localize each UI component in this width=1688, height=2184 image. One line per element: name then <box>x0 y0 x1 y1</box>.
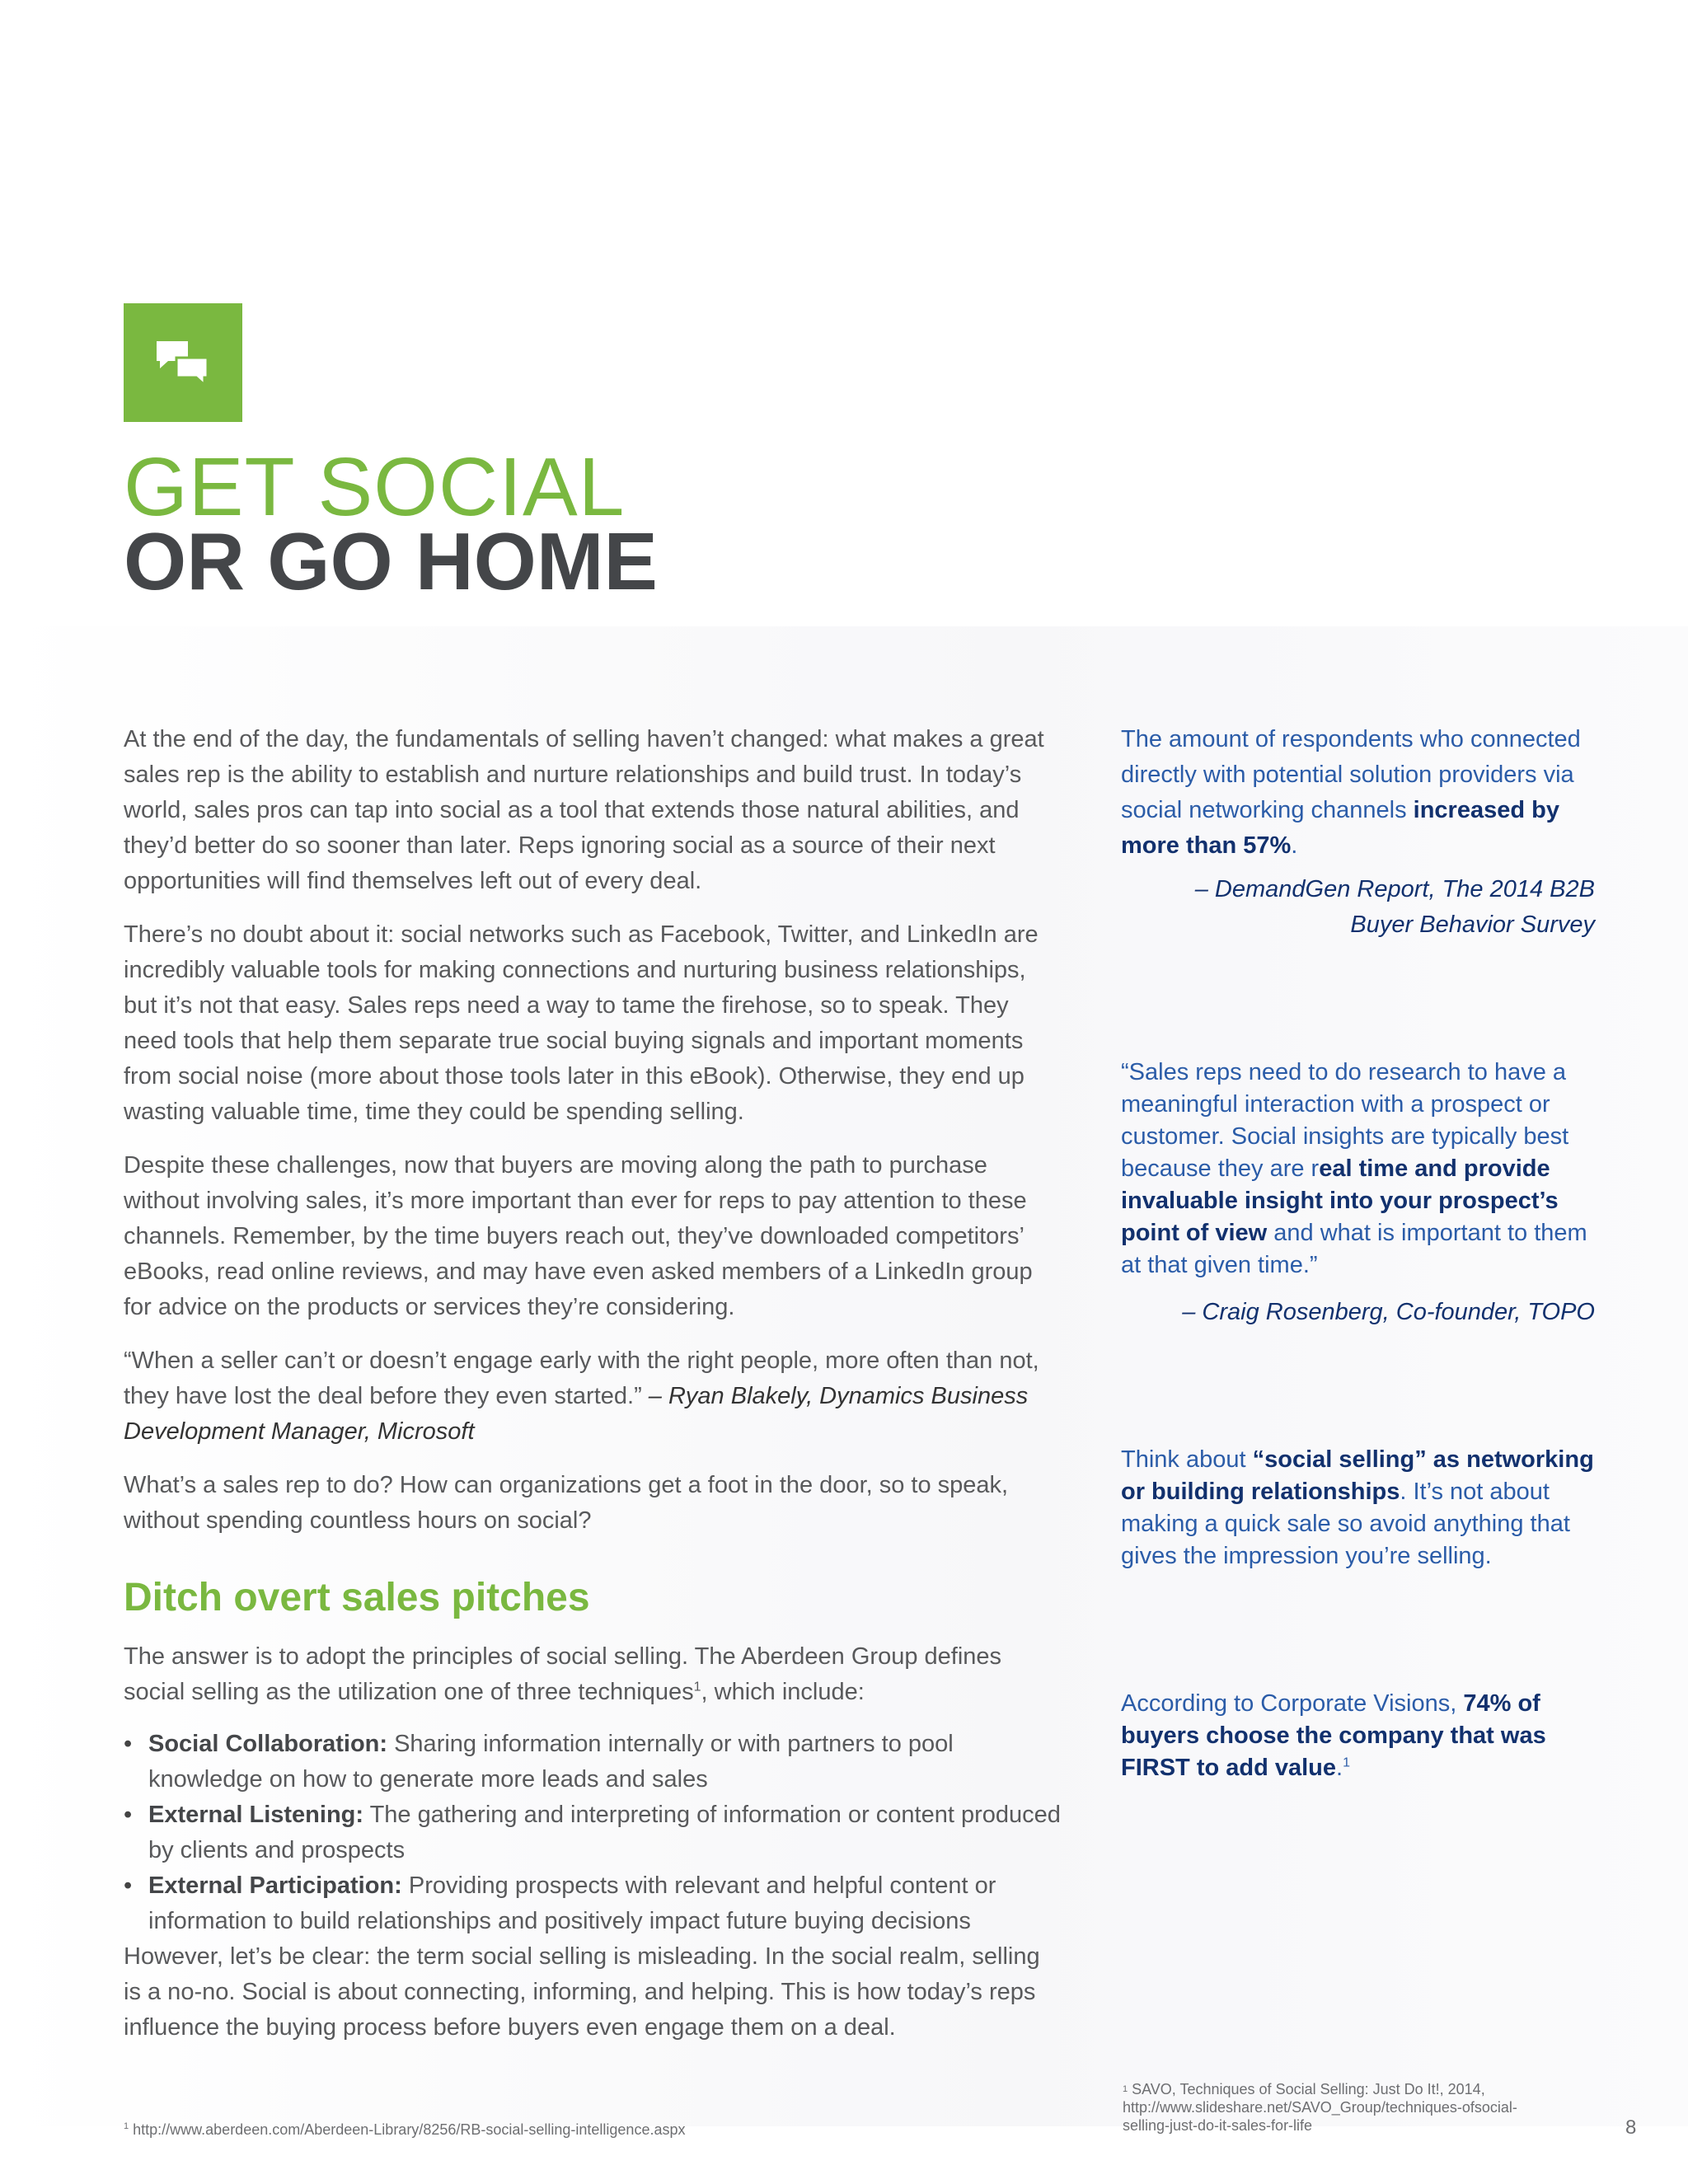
section-heading: Ditch overt sales pitches <box>124 1576 590 1619</box>
footnote-right <box>1123 2080 1551 2135</box>
footnote-text: http://www.aberdeen.com/Aberdeen-Library/8256/RB-social-selling-intelligence.aspx <box>129 2121 686 2138</box>
stat-text <box>1121 1688 1595 1784</box>
tip-text <box>1121 1444 1595 1572</box>
quote-text: “When a seller can’t or doesn’t engage early with the right people, more often than not, they have lost the deal before they even started.” <box>124 1347 1039 1409</box>
footnote-left <box>124 2121 685 2139</box>
footnote-marker: 1 <box>124 2121 129 2131</box>
list-item-term: External Listening: <box>148 1802 364 1828</box>
page-number: 8 <box>1625 2116 1637 2139</box>
quote-text-bold: eal time and provide invaluable insight into your prospect’s point of view <box>1121 1155 1559 1246</box>
stat-attribution: – DemandGen Report, The 2014 B2B Buyer Behavior Survey <box>1194 876 1595 938</box>
stat-text-plain: According to Corporate Visions, <box>1121 1690 1464 1717</box>
tip-text-end: . It’s not about making a quick sale so avoid anything that gives the impression you’re selling. <box>1121 1479 1570 1569</box>
list-item <box>124 1727 1063 1797</box>
list-item-text: The gathering and interpreting of information or content produced by clients and prospects <box>148 1802 1061 1863</box>
sidebar-tip <box>1121 1444 1595 1572</box>
paragraph-text: , which include: <box>701 1679 865 1705</box>
paragraph-text: The answer is to adopt the principles of social selling. The Aberdeen Group defines social selling as the utilization one of three techniques <box>124 1643 1002 1705</box>
speech-bubbles-icon <box>155 338 211 387</box>
section-icon-badge <box>124 303 242 422</box>
body-paragraph: Despite these challenges, now that buyers are moving along the path to purchase without involving sales, it’s more important than ever for reps to pay attention to these channels. Remember, by the time buyers reach out, they’ve downloaded competitors’ eBooks, read online reviews, and may have even asked members of a LinkedIn group for advice on the products or services they’re considering. <box>124 1152 1033 1320</box>
tip-text-plain: Think about <box>1121 1446 1253 1473</box>
list-item-text: Sharing information internally or with partners to pool knowledge on how to generate more leads and sales <box>148 1731 954 1793</box>
stat-text <box>1121 722 1595 864</box>
list-item-term: Social Collaboration: <box>148 1731 388 1757</box>
techniques-list <box>124 1727 1063 1939</box>
list-item <box>124 1868 1063 1939</box>
stat-text-plain: The amount of respondents who connected directly with potential solution providers via social networking channels <box>1121 726 1581 823</box>
list-item-term: External Participation: <box>148 1872 402 1899</box>
stat-text-end: . <box>1291 832 1298 859</box>
sidebar-stat-2 <box>1121 1688 1595 1784</box>
body-paragraph <box>124 1639 1063 1710</box>
list-item <box>124 1797 1063 1868</box>
quote-text-plain: “Sales reps need to do research to have a meaningful interaction with a prospect or customer. Social insights are typically best because they are r <box>1121 1059 1569 1182</box>
body-paragraph: What’s a sales rep to do? How can organizations get a foot in the door, so to speak, without spending countless hours on social? <box>124 1472 1009 1534</box>
footnote-ref: 1 <box>1343 1755 1350 1770</box>
page-title-line-2: OR GO HOME <box>124 516 658 607</box>
body-paragraph: At the end of the day, the fundamentals of selling haven’t changed: what makes a great sales rep is the ability to establish and nurture relationships and build trust. In today’s world, sales pros can tap into social as a tool that extends those natural abilities, and they’d better do so sooner than later. Reps ignoring social as a source of their next opportunities will find themselves left out of every deal. <box>124 726 1044 894</box>
stat-text-bold: increased by more than 57% <box>1121 797 1559 859</box>
tip-text-bold: “social selling” as networking or building relationships <box>1121 1446 1594 1505</box>
quote-attribution: – Ryan Blakely, Dynamics Business Development Manager, Microsoft <box>124 1383 1029 1445</box>
footnote-marker: 1 <box>1123 2084 1128 2094</box>
list-item-text: Providing prospects with relevant and helpful content or information to build relationships and positively impact future buying decisions <box>148 1872 996 1934</box>
sidebar-quote <box>1121 1057 1595 1329</box>
quote-attribution: – Craig Rosenberg, Co-founder, TOPO <box>1182 1299 1595 1325</box>
footnote-text: SAVO, Techniques of Social Selling: Just Do It!, 2014, http://www.slideshare.net/SAVO_Group/techniques-ofsocial- selling-just-do-it-sales-for-life <box>1123 2081 1517 2134</box>
body-paragraph: There’s no doubt about it: social networks such as Facebook, Twitter, and LinkedIn are incredibly valuable tools for making connections and nurturing business relationships, but it’s not that easy. Sales reps need a way to tame the firehose, so to speak. They need tools that help them separate true social buying signals and important moments from social noise (more about those tools later in this eBook). Otherwise, they end up wasting valuable time, time they could be spending selling. <box>124 921 1039 1125</box>
footnote-ref: 1 <box>693 1680 701 1694</box>
main-column <box>124 722 1063 2064</box>
body-paragraph: However, let’s be clear: the term social selling is misleading. In the social realm, selling is a no-no. Social is about connecting, informing, and helping. This is how today’s reps influence the buying process before buyers even engage them on a deal. <box>124 1943 1040 2041</box>
stat-text-end: . <box>1336 1755 1343 1781</box>
pull-quote <box>124 1343 1063 1450</box>
sidebar-stat-1 <box>1121 722 1595 943</box>
quote-text <box>1121 1057 1595 1282</box>
page-title-line-1: GET SOCIAL <box>124 441 626 533</box>
stat-text-bold: 74% of buyers choose the company that was FIRST to add value <box>1121 1690 1546 1781</box>
quote-text-end: and what is important to them at that given time.” <box>1121 1220 1587 1278</box>
